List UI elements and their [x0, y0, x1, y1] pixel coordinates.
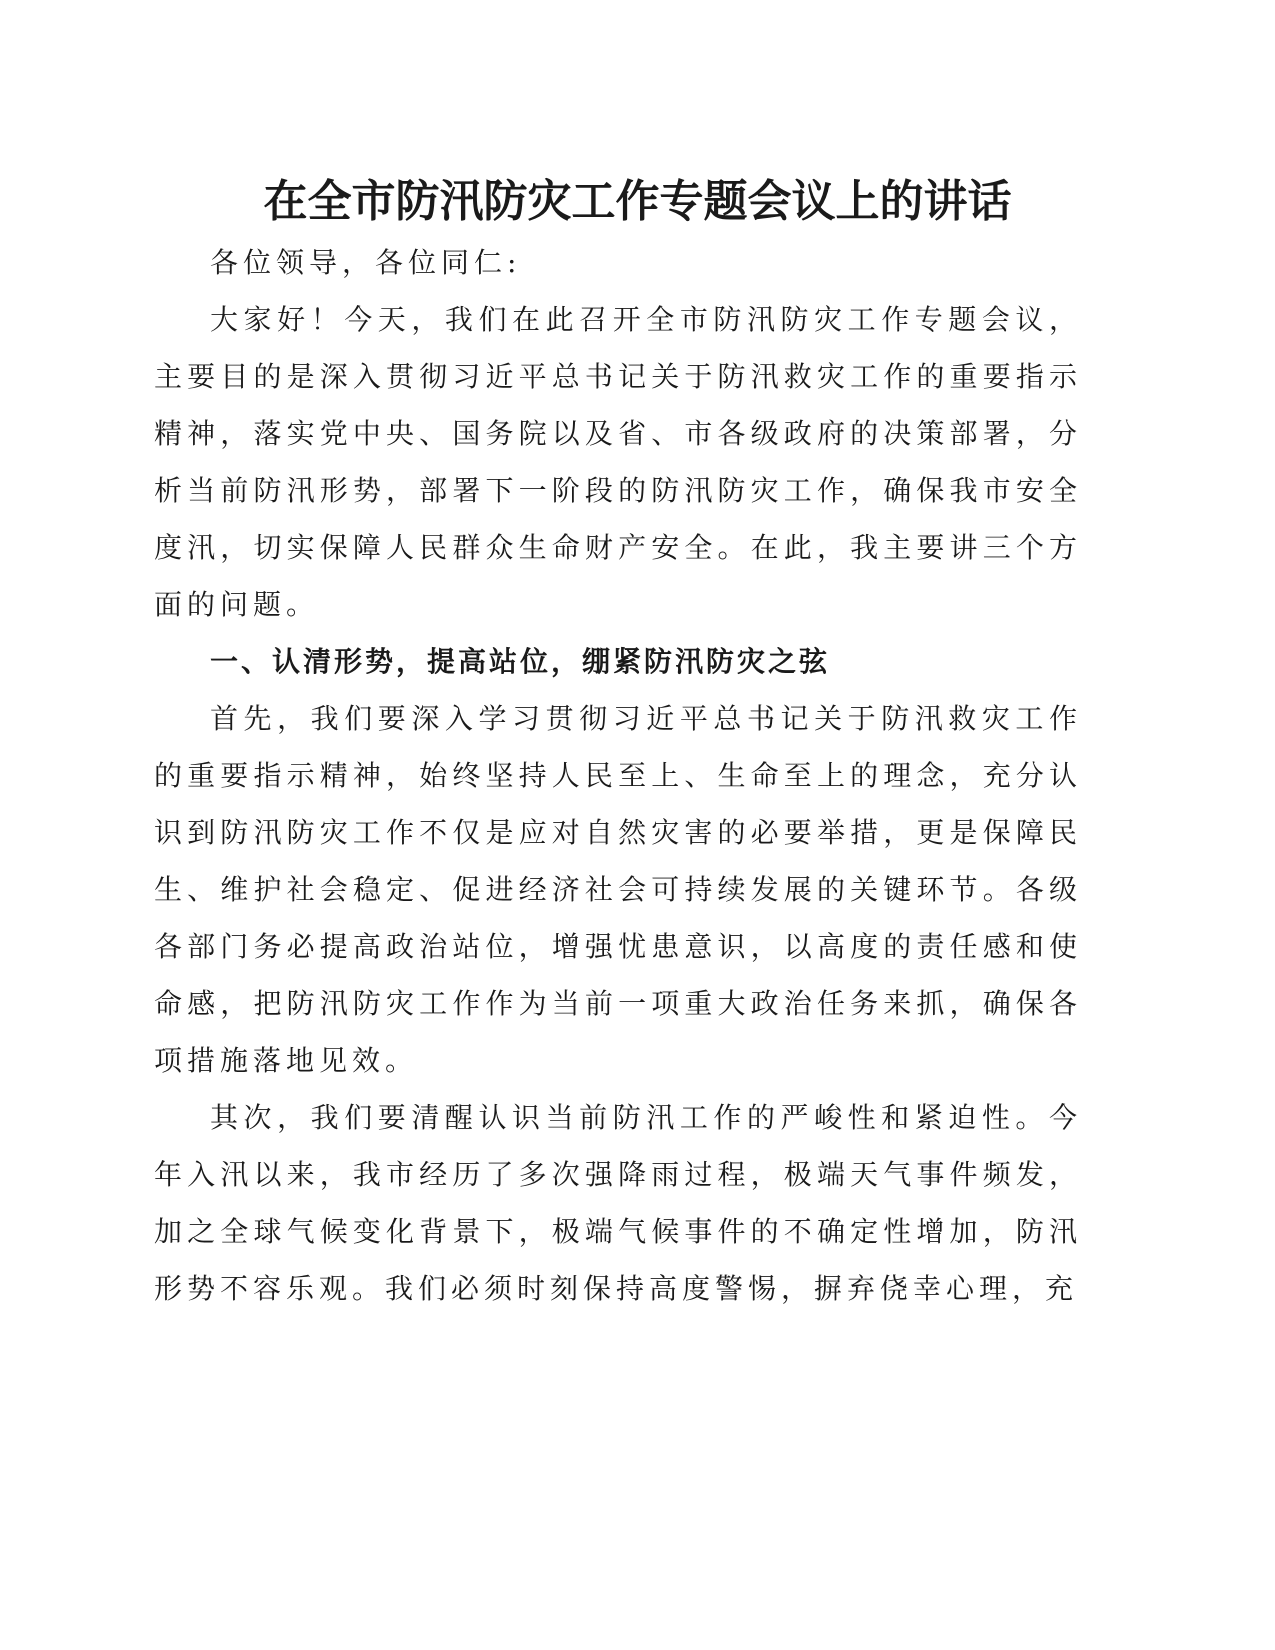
paragraph-intro: 大家好！今天，我们在此召开全市防汛防灾工作专题会议，主要目的是深入贯彻习近平总书记关于防汛救灾工作的重要指示精神，落实党中央、国务院以及省、市各级政府的决策部署，分析当前防汛形势，部署下一阶段的防汛防灾工作，确保我市安全度汛，切实保障人民群众生命财产安全。在此，我主要讲三个方面的问题。 [154, 303, 1082, 621]
section-heading-1: 一、认清形势，提高站位，绷紧防汛防灾之弦 [210, 645, 831, 678]
paragraph-section1-first: 首先，我们要深入学习贯彻习近平总书记关于防汛救灾工作的重要指示精神，始终坚持人民至上、生命至上的理念，充分认识到防汛防灾工作不仅是应对自然灾害的必要举措，更是保障民生、维护社会稳定、促进经济社会可持续发展的关键环节。各级各部门务必提高政治站位，增强忧患意识，以高度的责任感和使命感，把防汛防灾工作作为当前一项重大政治任务来抓，确保各项措施落地见效。 [154, 702, 1082, 1077]
document-title: 在全市防汛防灾工作专题会议上的讲话 [263, 176, 1012, 227]
document-body [154, 234, 1082, 1317]
salutation: 各位领导，各位同仁: [210, 246, 522, 279]
paragraph-section1-second: 其次，我们要清醒认识当前防汛工作的严峻性和紧迫性。今年入汛以来，我市经历了多次强降雨过程，极端天气事件频发，加之全球气候变化背景下，极端气候事件的不确定性增加，防汛形势不容乐观。我们必须时刻保持高度警惕，摒弃侥幸心理，充 [154, 1101, 1082, 1305]
